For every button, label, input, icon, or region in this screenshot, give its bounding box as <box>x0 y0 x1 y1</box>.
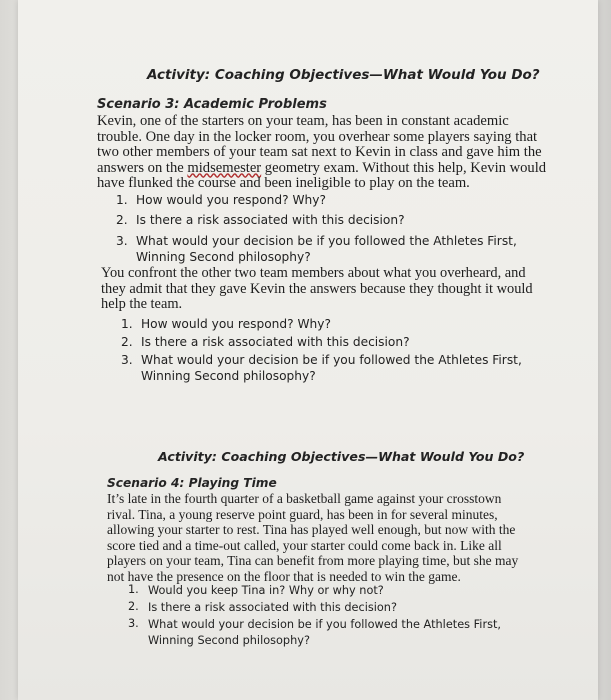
text-line: two other members of your team sat next to Kevin in class and gave him the <box>97 144 542 161</box>
text-line: trouble. One day in the locker room, you overhear some players saying that <box>97 128 538 145</box>
scenario-3-paragraph-1 <box>97 114 546 192</box>
scenario-4-paragraph <box>107 491 518 585</box>
text-line: not have the presence on the floor that is needed to win the game. <box>107 568 461 584</box>
text-line: players on your team, Tina can benefit from more playing time, but she may <box>107 553 519 569</box>
text-line: they admit that they gave Kevin the answers because they thought it would <box>101 280 533 297</box>
text-line: You confront the other two team members about what you overheard, and <box>101 265 526 281</box>
text-line: score tied and a time-out called, your starter could come back in. Like all <box>107 537 502 553</box>
text-line: have flunked the course and been ineligible to play on the team. <box>97 175 470 192</box>
text-line: It’s late in the fourth quarter of a basketball game against your crosstown <box>107 491 502 506</box>
scenario-3-title: Scenario 3: Academic Problems <box>97 97 327 112</box>
misspelled-word: midsemester <box>187 159 262 176</box>
text-line: rival. Tina, a young reserve point guard, has been in for several minutes, <box>107 506 498 522</box>
scenario-4-title: Scenario 4: Playing Time <box>107 476 277 490</box>
text-line: answers on the midsemester geometry exam. Without this help, Kevin would <box>97 159 547 176</box>
text-line: allowing your starter to rest. Tina has played well enough, but now with the <box>107 522 516 538</box>
scenario-3-paragraph-2 <box>101 266 533 313</box>
text-line: Kevin, one of the starters on your team, has been in constant academic <box>97 113 509 129</box>
activity-heading-2: Activity: Coaching Objectives—What Would You Do? <box>158 449 525 464</box>
activity-heading-1: Activity: Coaching Objectives—What Would You Do? <box>147 67 540 83</box>
text-line: help the team. <box>101 296 183 313</box>
